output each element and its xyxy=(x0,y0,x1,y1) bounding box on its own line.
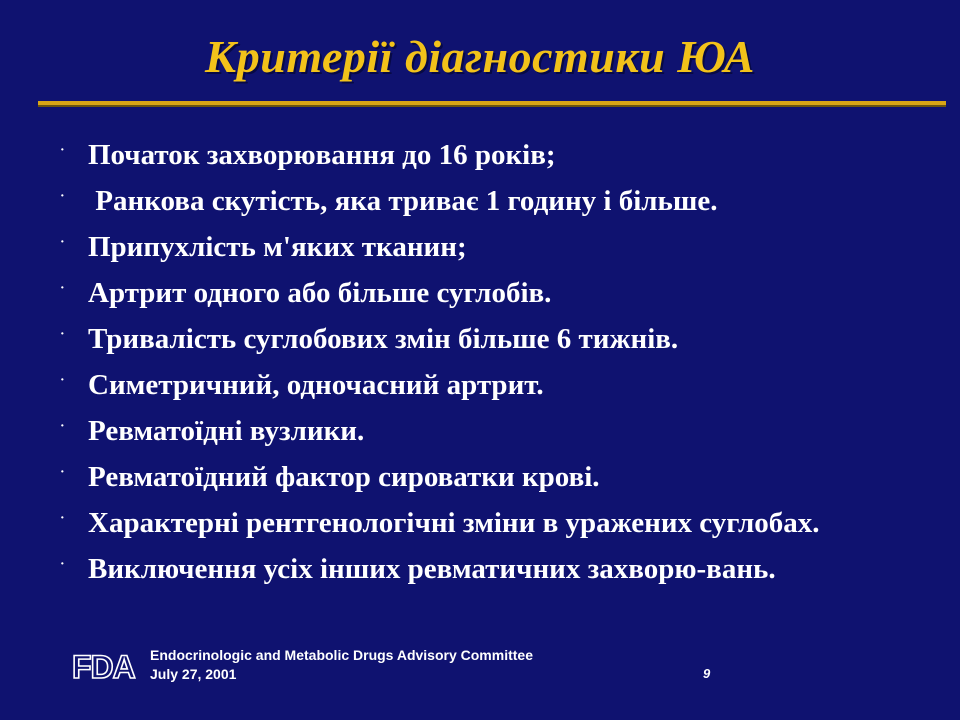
list-item-text: Характерні рентгенологічні зміни в уражених суглобах. xyxy=(88,507,820,539)
list-item-text: Ранкова скутість, яка триває 1 годину і більше. xyxy=(88,185,718,217)
list-item xyxy=(54,550,914,589)
bullet-icon: · xyxy=(60,557,65,572)
bullet-icon: · xyxy=(60,281,65,296)
bullet-icon: · xyxy=(60,189,65,204)
list-item xyxy=(54,274,914,313)
list-item-text: Припухлість м'яких тканин; xyxy=(88,231,467,263)
criteria-list xyxy=(54,136,914,596)
list-item xyxy=(54,182,914,221)
footer-committee: Endocrinologic and Metabolic Drugs Advisory Committee xyxy=(150,647,533,663)
list-item xyxy=(54,228,914,267)
list-item xyxy=(54,458,914,497)
bullet-icon: · xyxy=(60,419,65,434)
list-item xyxy=(54,320,914,359)
list-item-text: Ревматоїдні вузлики. xyxy=(88,415,365,447)
bullet-icon: · xyxy=(60,373,65,388)
list-item-text: Початок захворювання до 16 років; xyxy=(88,139,556,171)
list-item-text: Симетричний, одночасний артрит. xyxy=(88,369,544,401)
list-item xyxy=(54,136,914,175)
bullet-icon: · xyxy=(60,143,65,158)
bullet-icon: · xyxy=(60,511,65,526)
slide-title: Критерії діагностики ЮА xyxy=(205,31,755,82)
list-item-text: Артрит одного або більше суглобів. xyxy=(88,277,552,309)
fda-logo-text: FDA xyxy=(72,649,135,682)
list-item-text: Ревматоїдний фактор сироватки крові. xyxy=(88,461,600,493)
list-item xyxy=(54,366,914,405)
page-number: 9 xyxy=(703,666,711,681)
bullet-icon: · xyxy=(60,235,65,250)
list-item-text: Виключення усіх інших ревматичних захворю-вань. xyxy=(88,553,776,585)
title-divider xyxy=(38,101,946,105)
fda-logo-icon xyxy=(70,648,144,682)
bullet-icon: · xyxy=(60,327,65,342)
list-item-text: Тривалість суглобових змін більше 6 тижнів. xyxy=(88,323,679,355)
list-item xyxy=(54,412,914,451)
list-item xyxy=(54,504,914,543)
footer-date: July 27, 2001 xyxy=(150,666,237,682)
bullet-icon: · xyxy=(60,465,65,480)
